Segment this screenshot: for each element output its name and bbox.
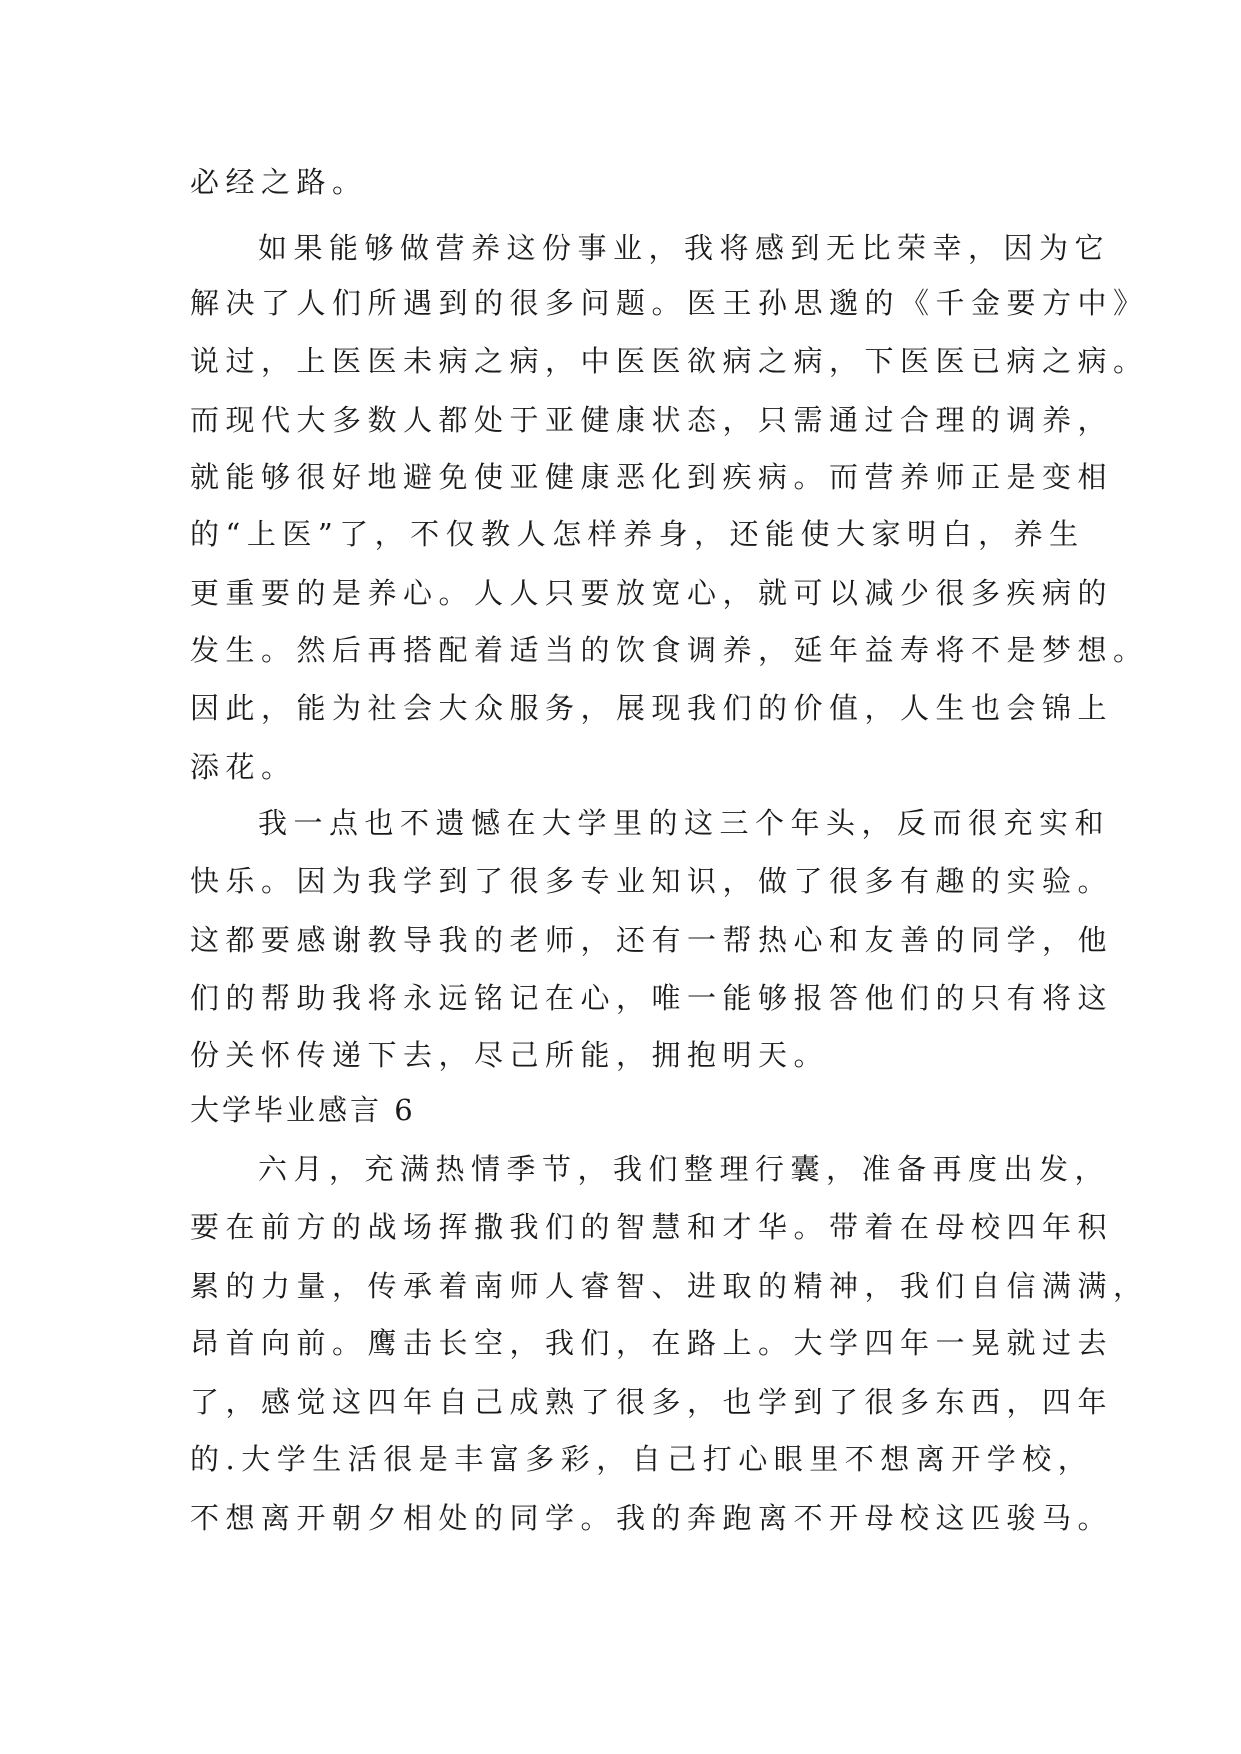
text-line-1: 必经之路。	[190, 165, 368, 199]
text-line-16: 份关怀传递下去，尽己所能，拥抱明天。	[190, 1038, 830, 1072]
section-heading: 大学毕业感言 6	[190, 1093, 416, 1127]
text-line-3: 解决了人们所遇到的很多问题。医王孙思邈的《千金要方中》	[190, 286, 1149, 320]
text-line-21: 昂首向前。鹰击长空，我们，在路上。大学四年一晃就过去	[190, 1326, 1114, 1360]
text-line-15: 们的帮助我将永远铭记在心，唯一能够报答他们的只有将这	[190, 981, 1114, 1015]
text-line-8: 更重要的是养心。人人只要放宽心，就可以减少很多疾病的	[190, 576, 1114, 610]
text-line-11: 添花。	[190, 750, 297, 784]
paragraph-june-start: 六月，充满热情季节，我们整理行囊，准备再度出发，	[258, 1152, 1111, 1186]
text-line-24: 不想离开朝夕相处的同学。我的奔跑离不开母校这匹骏马。	[190, 1501, 1114, 1535]
text-line-5: 而现代大多数人都处于亚健康状态，只需通过合理的调养，	[190, 403, 1114, 437]
text-line-22: 了，感觉这四年自己成熟了很多，也学到了很多东西，四年	[190, 1385, 1114, 1419]
text-line-10: 因此，能为社会大众服务，展现我们的价值，人生也会锦上	[190, 691, 1114, 725]
text-line-19: 要在前方的战场挥撒我们的智慧和才华。带着在母校四年积	[190, 1210, 1114, 1244]
text-line-7: 的“上医”了，不仅教人怎样养身，还能使大家明白，养生	[190, 517, 1085, 551]
text-line-23: 的.大学生活很是丰富多彩，自己打心眼里不想离开学校，	[190, 1442, 1094, 1476]
text-line-4: 说过，上医医未病之病，中医医欲病之病，下医医已病之病。	[190, 344, 1149, 378]
text-line-6: 就能够很好地避免使亚健康恶化到疾病。而营养师正是变相	[190, 460, 1114, 494]
paragraph-no-regret-start: 我一点也不遗憾在大学里的这三个年头，反而很充实和	[258, 806, 1111, 840]
text-line-9: 发生。然后再搭配着适当的饮食调养，延年益寿将不是梦想。	[190, 633, 1149, 667]
text-line-14: 这都要感谢教导我的老师，还有一帮热心和友善的同学，他	[190, 923, 1114, 957]
text-line-20: 累的力量，传承着南师人睿智、进取的精神，我们自信满满，	[190, 1269, 1149, 1303]
paragraph-nutrition-start: 如果能够做营养这份事业，我将感到无比荣幸，因为它	[258, 231, 1111, 265]
text-line-13: 快乐。因为我学到了很多专业知识，做了很多有趣的实验。	[190, 864, 1114, 898]
